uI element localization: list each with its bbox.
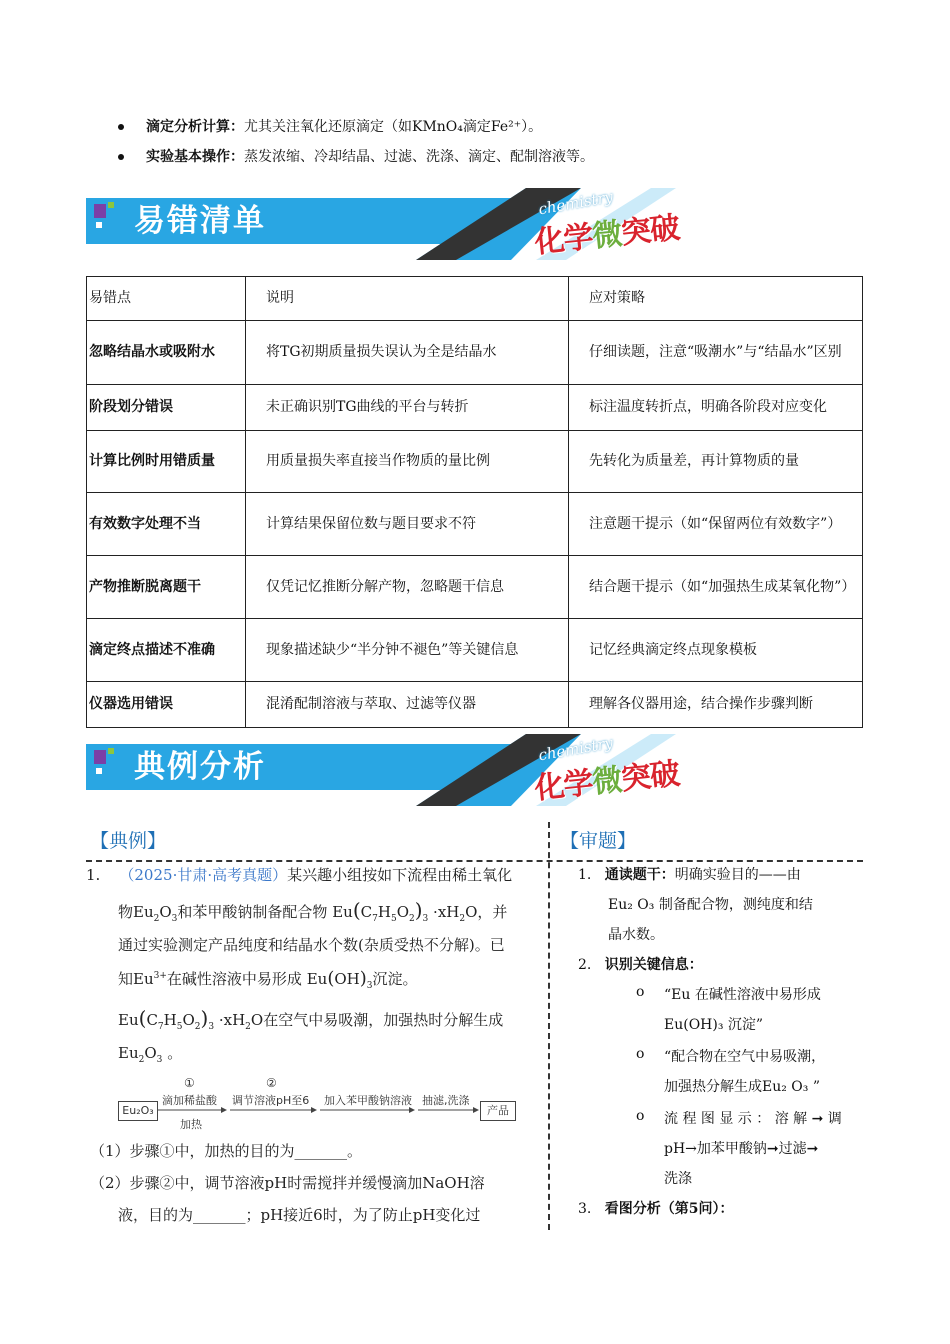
table-cell: 注意题干提示（如“保留两位有效数字”） (569, 493, 863, 556)
question-text: 沉淀。 (372, 970, 418, 988)
banner-square-icon (94, 750, 106, 764)
sub-question: （2）步骤②中，调节溶液pH时需搅拌并缓慢滴加NaOH溶 (90, 1174, 485, 1192)
analysis-text: 晶水数。 (608, 927, 664, 943)
analysis-text: Eu₂ O₃ 制备配合物，测纯度和结 (608, 897, 813, 913)
question-text: 知Eu (118, 970, 154, 988)
analysis-text: 洗涤 (664, 1171, 692, 1187)
table-cell: 现象描述缺少“半分钟不褪色”等关键信息 (246, 619, 569, 682)
table-cell: 有效数字处理不当 (87, 493, 246, 556)
table-cell: 产物推断脱离题干 (87, 556, 246, 619)
section-banner-examples (86, 734, 746, 806)
analysis-number: 2. (578, 957, 592, 973)
flow-step-number: ② (266, 1076, 277, 1090)
analysis-number: 1. (578, 867, 592, 883)
bullet-label: 滴定分析计算： (146, 119, 244, 135)
analysis-text: “配合物在空气中易吸潮， (664, 1049, 826, 1065)
banner-chemistry-logo: chemistry (537, 187, 615, 219)
question-text: Eu (118, 1044, 139, 1062)
section-title: 易错清单 (134, 203, 266, 239)
bullet-label: 实验基本操作： (146, 149, 244, 165)
table-cell: 将TG初期质量损失误认为全是结晶水 (246, 321, 569, 385)
table-header-cell: 易错点 (87, 277, 246, 321)
table-cell: 先转化为质量差，再计算物质的量 (569, 431, 863, 493)
formula-complex: $Eu(C_7H_5O_2)_3 \cdot xH_2O$ (332, 898, 478, 924)
flow-step-label: 加入苯甲酸钠溶液 (324, 1094, 412, 1107)
table-row (87, 682, 863, 728)
formula-hydroxide: $Eu(OH)_3$ (306, 968, 373, 991)
process-flow-diagram (118, 1074, 518, 1134)
table-cell: 滴定终点描述不准确 (87, 619, 246, 682)
bullet-item (112, 112, 872, 142)
sub-bullet-icon: o (636, 1108, 645, 1124)
sub-bullet-icon: o (636, 984, 645, 1000)
knowledge-bullet-list (112, 112, 872, 172)
bullet-dot-icon (118, 124, 124, 130)
question-text: 在空气中易吸潮，加强热时分解生成 (263, 1011, 504, 1029)
analysis-text: pH→加苯甲酸钠➞过滤➞ (664, 1141, 819, 1157)
table-cell: 未正确识别TG曲线的平台与转折 (246, 385, 569, 431)
table-cell: 仪器选用错误 (87, 682, 246, 728)
question-text: 和苯甲酸钠制备配合物 (177, 903, 328, 921)
table-cell: 理解各仪器用途，结合操作步骤判断 (569, 682, 863, 728)
sub-question: 液，目的为_______；pH接近6时，为了防止pH变化过 (118, 1206, 481, 1224)
table-header-cell: 说明 (246, 277, 569, 321)
section-title: 典例分析 (134, 749, 266, 785)
table-cell: 阶段划分错误 (87, 385, 246, 431)
analysis-heading: 【审题】 (560, 830, 637, 852)
table-row (87, 431, 863, 493)
example-heading: 【典例】 (90, 830, 167, 852)
table-cell: 计算比例时用错质量 (87, 431, 246, 493)
header-divider (86, 860, 863, 862)
flow-step-number: ① (184, 1076, 195, 1090)
error-checklist-table (86, 276, 863, 728)
formula-complex: $Eu(C_7H_5O_2)_3 \cdot xH_2O$ (118, 1006, 264, 1032)
table-cell: 用质量损失率直接当作物质的量比例 (246, 431, 569, 493)
analysis-label: 通读题干： (604, 867, 675, 883)
analysis-label: 识别关键信息： (604, 957, 703, 973)
question-source: （2025·甘肃·高考真题） (119, 866, 288, 884)
sub-bullet-icon: o (636, 1046, 645, 1062)
question-text: 某兴趣小组按如下流程由稀土氧化 (287, 866, 513, 884)
banner-square-icon (94, 204, 106, 218)
banner-brand-logo: 化学微突破 (532, 756, 681, 807)
analysis-number: 3. (578, 1201, 592, 1217)
flow-start-box: Eu₂O₃ (118, 1101, 158, 1121)
question-text: 通过实验测定产品纯度和结晶水个数(杂质受热不分解)。已 (118, 936, 505, 954)
table-cell: 标注温度转折点，明确各阶段对应变化 (569, 385, 863, 431)
flow-step-label: 加热 (180, 1118, 202, 1131)
table-row (87, 493, 863, 556)
table-cell: 仅凭记忆推断分解产物，忽略题干信息 (246, 556, 569, 619)
flow-end-box: 产品 (480, 1101, 516, 1121)
question-text: 在碱性溶液中易形成 (166, 970, 302, 988)
analysis-text: 加强热分解生成Eu₂ O₃ ” (664, 1079, 820, 1095)
banner-brand-logo: 化学微突破 (532, 210, 681, 261)
table-header-cell: 应对策略 (569, 277, 863, 321)
sub-question: （1）步骤①中，加热的目的为_______。 (90, 1142, 363, 1160)
flow-step-label: 滴加稀盐酸 (162, 1094, 217, 1107)
table-cell: 仔细读题，注意“吸潮水”与“结晶水”区别 (569, 321, 863, 385)
table-cell: 忽略结晶水或吸附水 (87, 321, 246, 385)
bullet-text: 蒸发浓缩、冷却结晶、过滤、洗涤、滴定、配制溶液等。 (244, 149, 594, 165)
question-number: 1. (86, 866, 101, 884)
banner-chemistry-logo: chemistry (537, 733, 615, 765)
bullet-dot-icon (118, 154, 124, 160)
question-text: ，并 (477, 903, 508, 921)
bullet-text: 尤其关注氧化还原滴定（如KMnO₄滴定Fe²⁺）。 (244, 119, 543, 135)
table-cell: 结合题干提示（如“加强热生成某氧化物”） (569, 556, 863, 619)
table-cell: 记忆经典滴定终点现象模板 (569, 619, 863, 682)
table-row (87, 321, 863, 385)
table-row (87, 556, 863, 619)
column-divider (548, 822, 550, 1230)
analysis-text: Eu(OH)₃ 沉淀” (664, 1017, 764, 1033)
analysis-text: “Eu 在碱性溶液中易形成 (664, 987, 821, 1003)
analysis-label: 看图分析（第5问）： (604, 1201, 734, 1217)
flow-step-label: 抽滤,洗涤 (422, 1094, 470, 1107)
table-row (87, 385, 863, 431)
section-banner-errors (86, 188, 746, 260)
table-row (87, 619, 863, 682)
bullet-item (112, 142, 872, 172)
table-header-row (87, 277, 863, 321)
table-cell: 计算结果保留位数与题目要求不符 (246, 493, 569, 556)
table-cell: 混淆配制溶液与萃取、过滤等仪器 (246, 682, 569, 728)
flow-step-label: 调节溶液pH至6 (232, 1094, 310, 1107)
question-text: 物Eu (118, 903, 154, 921)
analysis-text: 流 程 图 显 示 ： 溶 解 ➞ 调 (664, 1111, 842, 1127)
